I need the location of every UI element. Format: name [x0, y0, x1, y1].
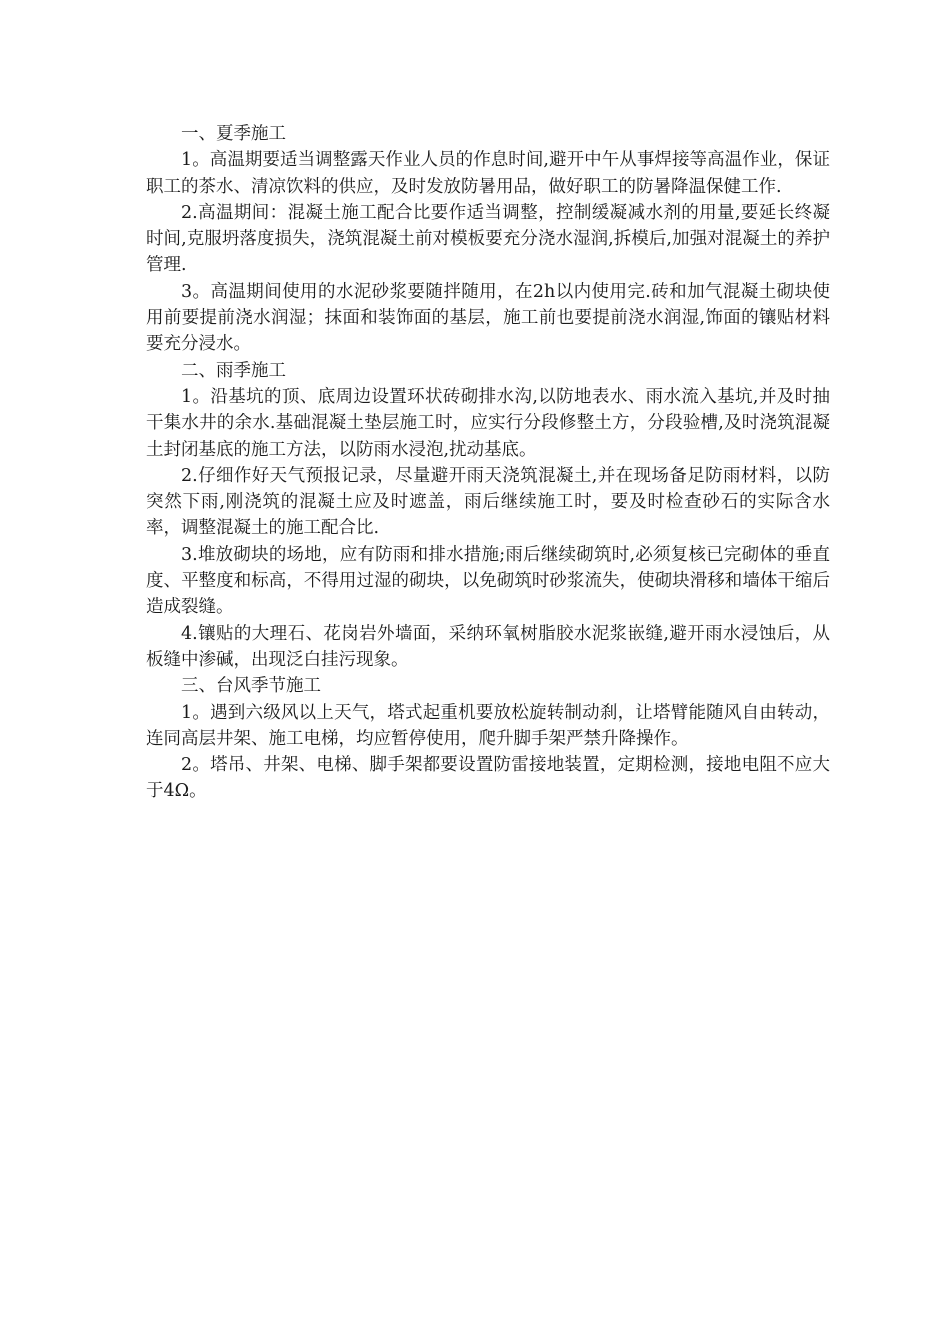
paragraph: 3.堆放砌块的场地，应有防雨和排水措施;雨后继续砌筑时,必须复核已完砌体的垂直度、平整度和标高，不得用过湿的砌块，以免砌筑时砂浆流失，使砌块滑移和墙体干缩后造成裂缝。 — [146, 544, 830, 618]
paragraph: 1。高温期要适当调整露天作业人员的作息时间,避开中午从事焊接等高温作业，保证职工的茶水、清凉饮料的供应，及时发放防暑用品，做好职工的防暑降温保健工作. — [146, 150, 830, 197]
paragraph: 2.高温期间：混凝土施工配合比要作适当调整，控制缓凝减水剂的用量,要延长终凝时间,克服坍落度损失，浇筑混凝土前对模板要充分浇水湿润,拆模后,加强对混凝土的养护管理. — [146, 202, 830, 276]
section-heading-typhoon: 三、台风季节施工 — [181, 676, 321, 697]
paragraph: 3。高温期间使用的水泥砂浆要随拌随用，在2h以内使用完.砖和加气混凝土砌块使用前要提前浇水润湿；抹面和装饰面的基层，施工前也要提前浇水润湿,饰面的镶贴材料要充分浸水。 — [146, 281, 830, 355]
paragraph: 1。遇到六级风以上天气，塔式起重机要放松旋转制动刹，让塔臂能随风自由转动，连同高层井架、施工电梯，均应暂停使用，爬升脚手架严禁升降操作。 — [146, 702, 830, 749]
section-heading-rainy: 二、雨季施工 — [181, 360, 286, 381]
paragraph: 4.镶贴的大理石、花岗岩外墙面，采纳环氧树脂胶水泥浆嵌缝,避开雨水浸蚀后，从板缝中渗碱，出现泛白挂污现象。 — [146, 623, 830, 670]
paragraph: 2.仔细作好天气预报记录，尽量避开雨天浇筑混凝土,并在现场备足防雨材料，以防突然下雨,刚浇筑的混凝土应及时遮盖，雨后继续施工时，要及时检查砂石的实际含水率，调整混凝土的施工配合比. — [146, 465, 830, 539]
document-body — [146, 121, 830, 805]
paragraph: 1。沿基坑的顶、底周边设置环状砖砌排水沟,以防地表水、雨水流入基坑,并及时抽干集水井的余水.基础混凝土垫层施工时，应实行分段修整土方，分段验槽,及时浇筑混凝土封闭基底的施工方法，以防雨水浸泡,扰动基底。 — [146, 386, 830, 460]
section-heading-summer: 一、夏季施工 — [181, 124, 286, 144]
paragraph: 2。塔吊、井架、电梯、脚手架都要设置防雷接地装置，定期检测，接地电阻不应大于4Ω。 — [146, 755, 830, 802]
